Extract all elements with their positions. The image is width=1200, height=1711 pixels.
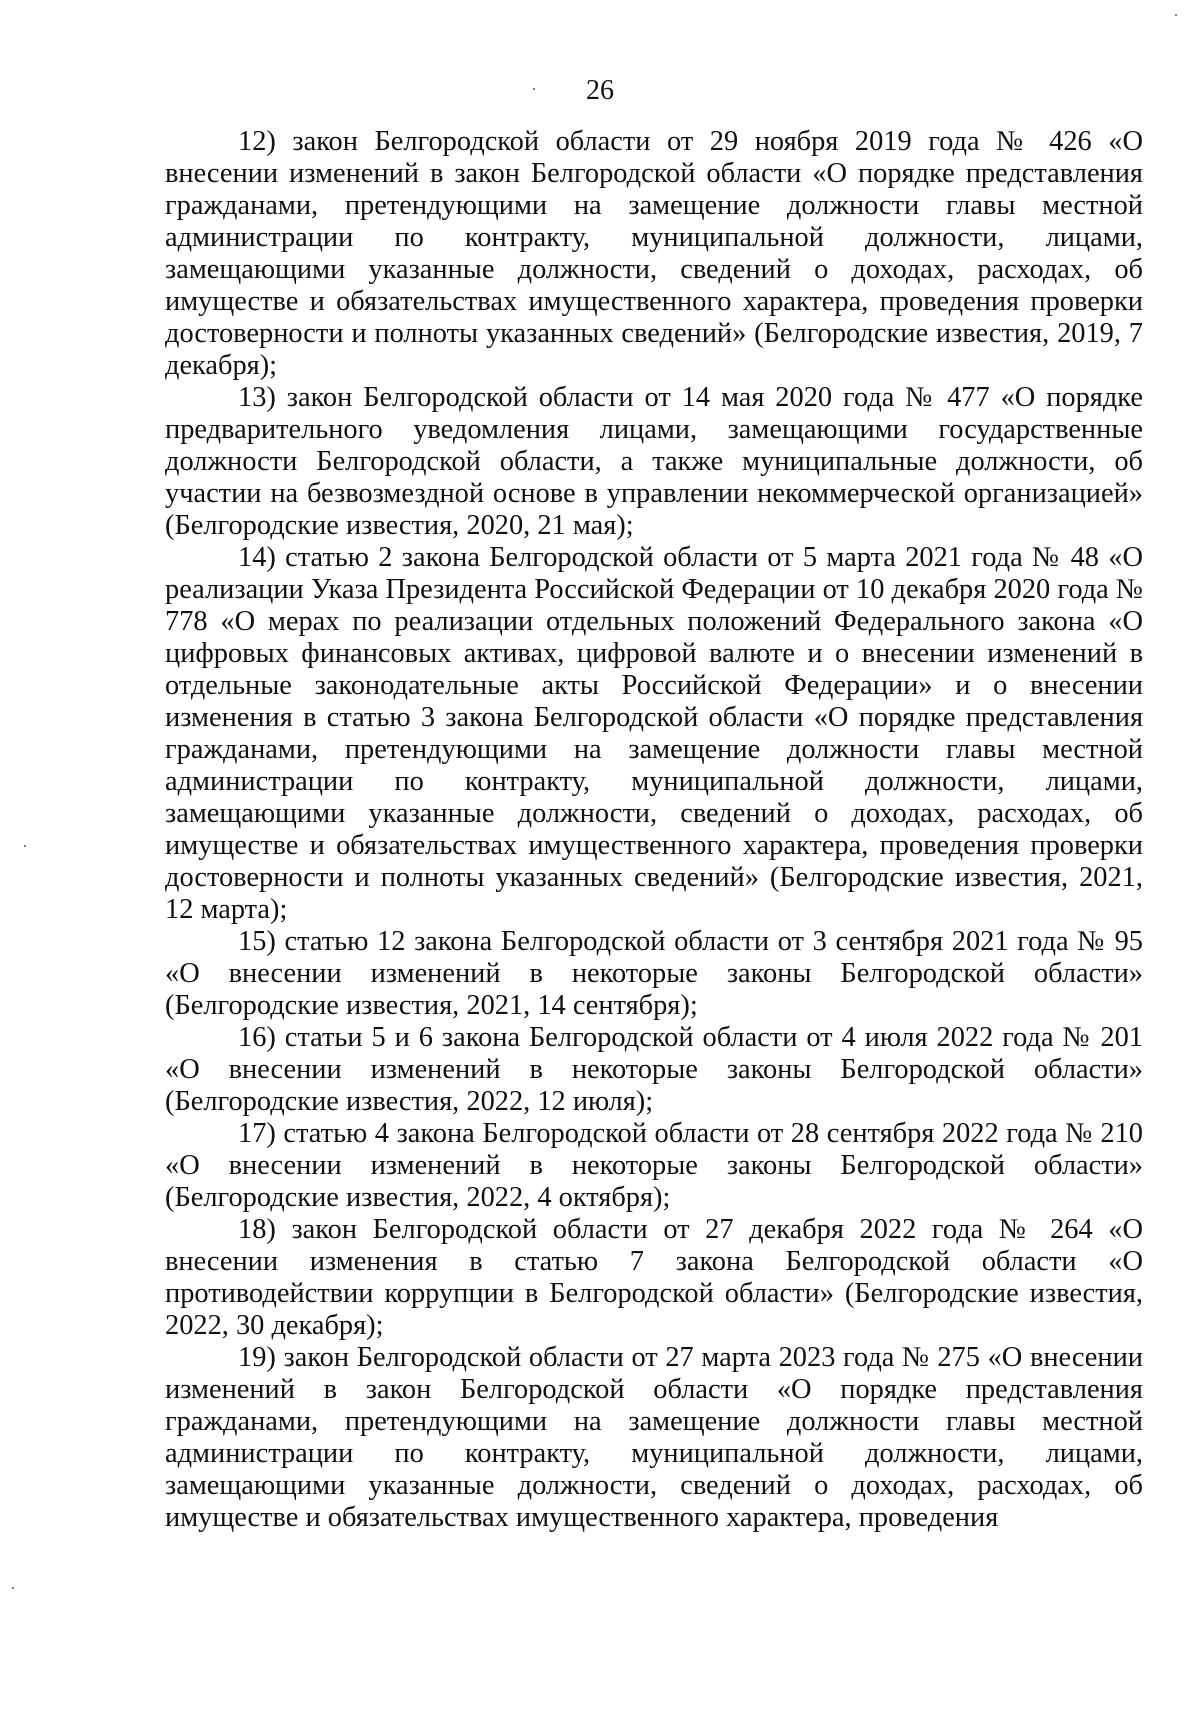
scan-speck xyxy=(1175,14,1177,16)
list-item-13: 13) закон Белгородской области от 14 мая 2020 года № 477 «О порядке предварительного уведомления лицами, замещающими государственные должности Белгородской области, а также муниципальные должности, об участии на безвозмездной основе в управлении некоммерческой организацией» (Белгородские известия, 2020, 21 мая); xyxy=(165,382,1143,541)
list-item-17: 17) статью 4 закона Белгородской области от 28 сентября 2022 года № 210 «О внесении изменений в некоторые законы Белгородской области» (Белгородские известия, 2022, 4 октября); xyxy=(165,1118,1143,1213)
list-item-15: 15) статью 12 закона Белгородской области от 3 сентября 2021 года № 95 «О внесении изменений в некоторые законы Белгородской области» (Белгородские известия, 2021, 14 сентября); xyxy=(165,926,1143,1021)
page-number: 26 xyxy=(586,75,614,106)
list-item-16: 16) статьи 5 и 6 закона Белгородской области от 4 июля 2022 года № 201 «О внесении изменений в некоторые законы Белгородской области» (Белгородские известия, 2022, 12 июля); xyxy=(165,1022,1143,1117)
list-item-19: 19) закон Белгородской области от 27 марта 2023 года № 275 «О внесении изменений в закон Белгородской области «О порядке представления гражданами, претендующими на замещение должности главы местной администрации по контракту, муниципальной должности, лицами, замещающими указанные должности, сведений о доходах, расходах, об имуществе и обязательствах имущественного характера, проведения xyxy=(165,1342,1143,1533)
list-item-14: 14) статью 2 закона Белгородской области от 5 марта 2021 года № 48 «О реализации Указа Президента Российской Федерации от 10 декабря 2020 года № 778 «О мерах по реализации отдельных положений Федерального закона «О цифровых финансовых активах, цифровой валюте и о внесении изменений в отдельные законодательные акты Российской Федерации» и о внесении изменения в статью 3 закона Белгородской области «О порядке представления гражданами, претендующими на замещение должности главы местной администрации по контракту, муниципальной должности, лицами, замещающими указанные должности, сведений о доходах, расходах, об имуществе и обязательствах имущественного характера, проведения проверки достоверности и полноты указанных сведений» (Белгородские известия, 2021, 12 марта); xyxy=(165,542,1143,925)
document-body xyxy=(165,126,1143,1534)
scan-speck xyxy=(12,1587,14,1589)
scan-speck xyxy=(24,845,26,847)
list-item-18: 18) закон Белгородской области от 27 декабря 2022 года № 264 «О внесении изменения в статью 7 закона Белгородской области «О противодействии коррупции в Белгородской области» (Белгородские известия, 2022, 30 декабря); xyxy=(165,1214,1143,1341)
list-item-12: 12) закон Белгородской области от 29 ноября 2019 года № 426 «О внесении изменений в закон Белгородской области «О порядке представления гражданами, претендующими на замещение должности главы местной администрации по контракту, муниципальной должности, лицами, замещающими указанные должности, сведений о доходах, расходах, об имуществе и обязательствах имущественного характера, проведения проверки достоверности и полноты указанных сведений» (Белгородские известия, 2019, 7 декабря); xyxy=(165,126,1143,381)
